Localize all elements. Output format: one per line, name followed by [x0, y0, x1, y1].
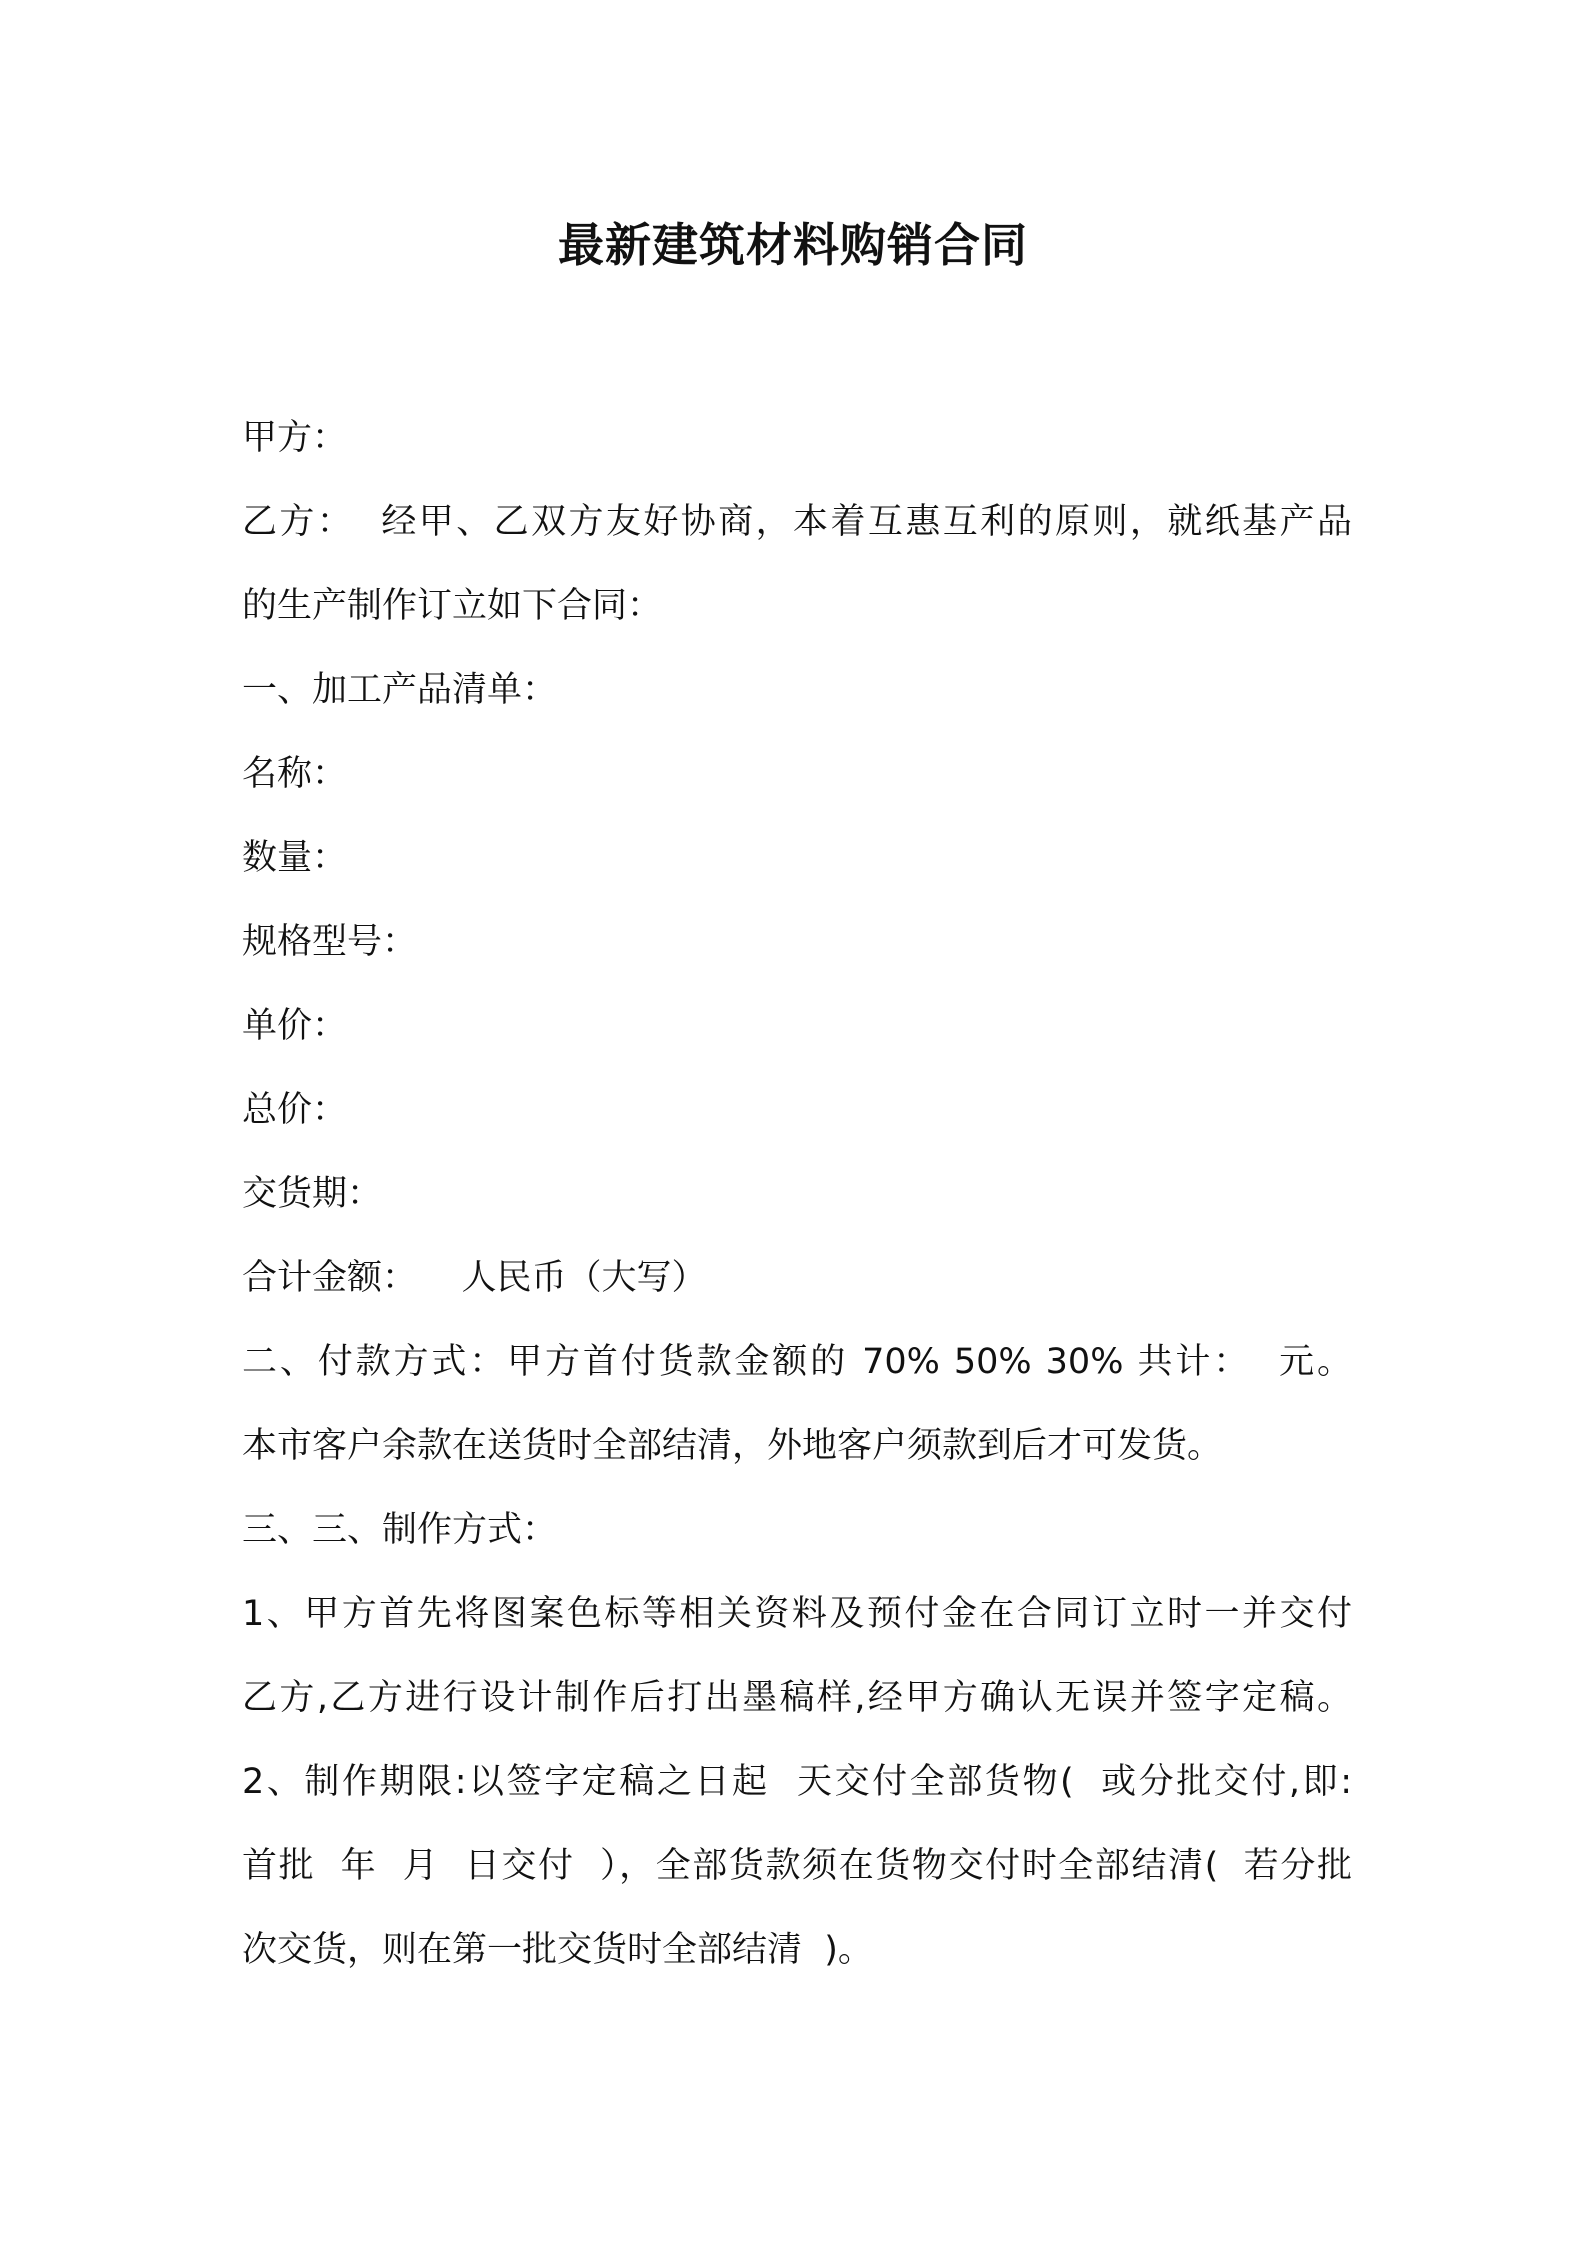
line-party-b: 乙方： 经甲、乙双方友好协商，本着互惠互利的原则，就纸基产品 — [242, 502, 1352, 542]
clause-2-line-3: 次交货，则在第一批交货时全部结清 )。 — [242, 1930, 873, 1970]
clause-2-line-2: 首批 年 月 日交付 ），全部货款须在货物交付时全部结清( 若分批 — [242, 1846, 1352, 1886]
clause-1-line-2: 乙方,乙方进行设计制作后打出墨稿样,经甲方确认无误并签字定稿。 — [242, 1678, 1352, 1718]
field-total-price: 总价： — [242, 1090, 348, 1130]
heading-payment-method: 二、付款方式：甲方首付货款金额的 70% 50% 30% 共计： 元。 — [242, 1342, 1352, 1382]
field-quantity: 数量： — [242, 838, 348, 878]
line-preamble: 的生产制作订立如下合同： — [242, 586, 663, 626]
field-total-amount: 合计金额： 人民币（大写） — [242, 1258, 707, 1298]
document-title: 最新建筑材料购销合同 — [558, 218, 1028, 272]
line-party-a: 甲方： — [242, 418, 348, 458]
clause-1-line-1: 1、甲方首先将图案色标等相关资料及预付金在合同订立时一并交付 — [242, 1594, 1352, 1634]
field-spec-model: 规格型号： — [242, 922, 418, 962]
field-delivery-date: 交货期： — [242, 1174, 383, 1214]
heading-production-method: 三、三、制作方式： — [242, 1510, 558, 1550]
clause-2-line-1: 2、制作期限:以签字定稿之日起 天交付全部货物( 或分批交付,即: — [242, 1762, 1352, 1802]
document-body — [242, 396, 1352, 1992]
heading-product-list: 一、加工产品清单： — [242, 670, 558, 710]
field-unit-price: 单价： — [242, 1006, 348, 1046]
line-payment-terms: 本市客户余款在送货时全部结清，外地客户须款到后才可发货。 — [242, 1426, 1223, 1466]
field-name: 名称： — [242, 754, 348, 794]
